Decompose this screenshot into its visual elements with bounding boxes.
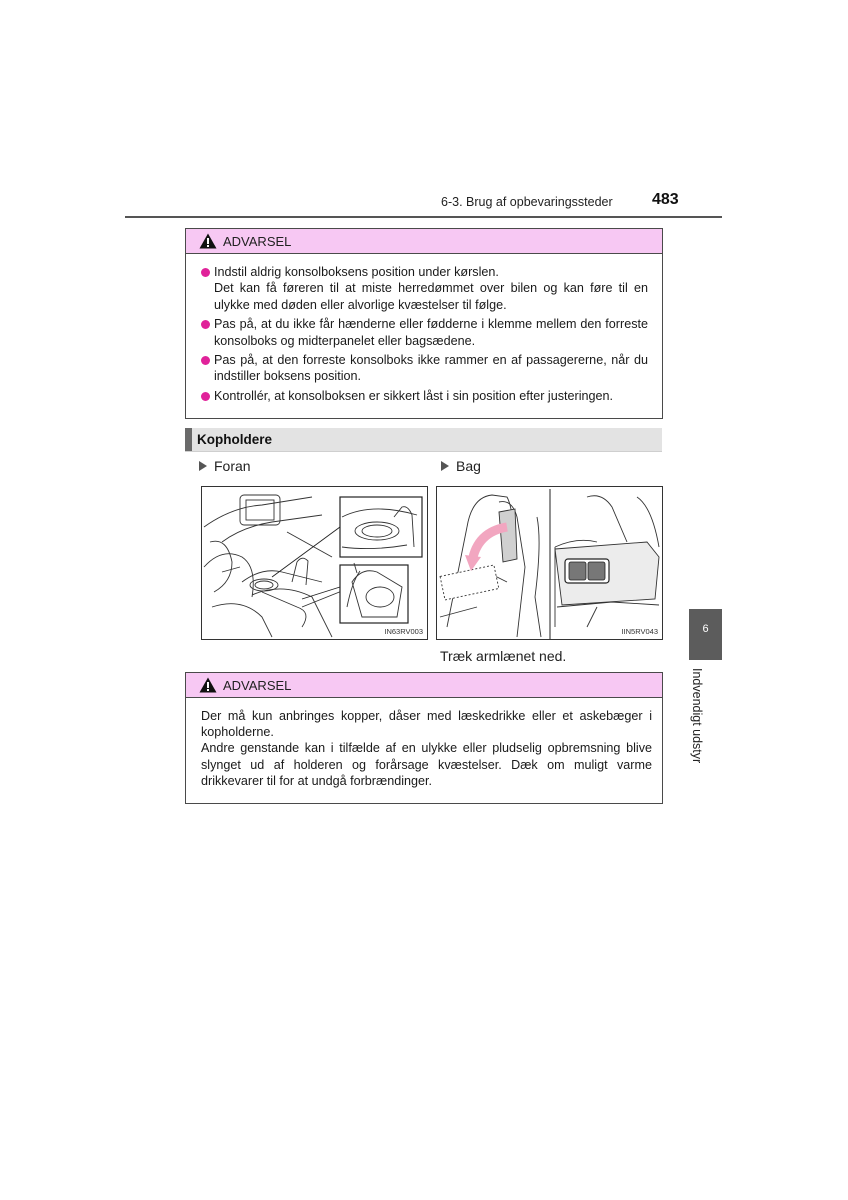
rear-cupholder-illustration <box>436 486 663 640</box>
warning-body <box>186 698 662 789</box>
rear-caption: Træk armlænet ned. <box>440 648 567 664</box>
bullet-icon <box>201 356 210 365</box>
front-console-drawing <box>202 487 427 639</box>
warning-item <box>201 316 648 349</box>
warning-title: ADVARSEL <box>223 677 292 693</box>
triangle-right-icon <box>441 461 449 471</box>
rear-image-code: IIN5RV043 <box>621 627 658 636</box>
front-label <box>199 458 251 474</box>
warning-item <box>201 352 648 385</box>
rear-label <box>441 458 481 474</box>
header-divider <box>125 216 722 218</box>
warning-box-console <box>185 228 663 419</box>
section-marker <box>185 428 192 451</box>
chapter-title: Indvendigt udstyr <box>690 668 704 764</box>
warning-item-text: Pas på, at du ikke får hænderne eller fødderne i klemme mellem den forreste konsolboks og midterpanelet eller bagsædene. <box>214 317 648 348</box>
warning-box-cupholder <box>185 672 663 804</box>
warning-item <box>201 388 648 404</box>
section-title: 6-3. Brug af opbevaringssteder <box>441 195 613 209</box>
warning-list <box>186 254 662 404</box>
rear-armrest-drawing <box>437 487 662 639</box>
warning-paragraph: Andre genstande kan i tilfælde af en ulykke eller pludselig opbremsning blive slynget ud af holderen og forårsage kvæstelser. Dæk om muligt varme drikkevarer til for at undgå forbrændinger. <box>201 741 652 788</box>
warning-triangle-icon <box>199 233 217 249</box>
bullet-icon <box>201 268 210 277</box>
section-heading <box>185 428 662 452</box>
warning-triangle-icon <box>199 677 217 693</box>
warning-item-text: Kontrollér, at konsolboksen er sikkert låst i sin position efter justeringen. <box>214 388 614 403</box>
page-number: 483 <box>652 191 679 208</box>
front-cupholder-illustration <box>201 486 428 640</box>
front-image-code: IN63RV003 <box>384 627 423 636</box>
rear-label-text: Bag <box>456 458 481 474</box>
warning-item-text: Pas på, at den forreste konsolboks ikke rammer en af passagererne, når du indstiller boksens position. <box>214 353 648 384</box>
warning-header <box>186 673 662 698</box>
triangle-right-icon <box>199 461 207 471</box>
warning-paragraph: Der må kun anbringes kopper, dåser med læskedrikke eller et askebæger i kopholderne. <box>201 709 652 740</box>
section-heading-text: Kopholdere <box>197 432 273 447</box>
front-label-text: Foran <box>214 458 251 474</box>
warning-title: ADVARSEL <box>223 233 292 249</box>
bullet-icon <box>201 320 210 329</box>
warning-item <box>201 264 648 313</box>
chapter-tab <box>689 609 722 660</box>
warning-header <box>186 229 662 254</box>
warning-item-text: Indstil aldrig konsolboksens position under kørslen. Det kan få føreren til at miste herredømmet over bilen og kan føre til en ulykke med døden eller alvorlige kvæstelser til følge. <box>214 265 648 312</box>
chapter-number: 6 <box>702 623 709 635</box>
bullet-icon <box>201 392 210 401</box>
